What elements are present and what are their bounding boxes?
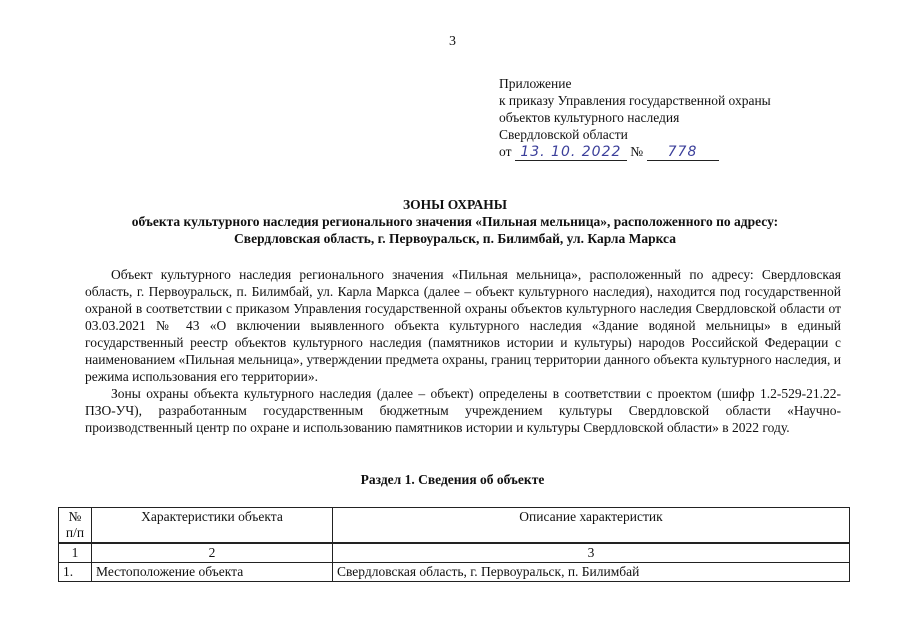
date-prefix: от	[499, 144, 512, 159]
body-text	[85, 266, 841, 436]
appendix-line: объектов культурного наследия	[499, 110, 680, 125]
title-line: Свердловская область, г. Первоуральск, п. Билимбай, ул. Карла Маркса	[234, 231, 676, 246]
handwritten-number: 778	[647, 145, 719, 161]
table-header-row	[59, 508, 850, 544]
row-characteristic-cell: Местоположение объекта	[92, 563, 333, 582]
title-line: ЗОНЫ ОХРАНЫ	[403, 197, 507, 212]
paragraph: Объект культурного наследия регионального значения «Пильная мельница», расположенный по адресу: Свердловская область, г. Первоуральск, п. Билимбай, ул. Карла Маркса (далее – объект культурного наследия), находится под государственной охраной в соответствии с приказом Управления государственной охраны объектов культурного наследия Свердловской области от 03.03.2021 № 43 «О включении выявленного объекта культурного наследия «Здание водяной мельницы» в единый государственный реестр объектов культурного наследия (памятников истории и культуры) народов Российской Федерации с наименованием «Пильная мельница», утверждении предмета охраны, границ территории данного объекта культурного наследия, и режима использования его территории».	[85, 267, 841, 384]
handwritten-date: 13. 10. 2022	[515, 145, 627, 161]
document-title	[60, 196, 850, 247]
section-title: Раздел 1. Сведения об объекте	[360, 472, 545, 487]
number-prefix: №	[630, 144, 644, 159]
title-line: объекта культурного наследия регионального значения «Пильная мельница», расположенного по адресу:	[131, 214, 779, 229]
appendix-line: к приказу Управления государственной охраны	[499, 93, 771, 108]
appendix-line: Свердловской области	[499, 127, 628, 142]
index-cell: 1	[59, 543, 92, 563]
object-info-table	[58, 507, 850, 582]
header-cell-description: Описание характеристик	[333, 508, 850, 544]
index-cell: 3	[333, 543, 850, 563]
page-number: 3	[449, 34, 456, 49]
paragraph: Зоны охраны объекта культурного наследия (далее – объект) определены в соответствии с проектом (шифр 1.2-529-21.22-ПЗО-УЧ), разработанным государственным бюджетным учреждением культуры Свердловской области «Научно-производственный центр по охране и использованию памятников истории и культуры Свердловской области» в 2022 году.	[85, 386, 841, 435]
row-description-cell: Свердловская область, г. Первоуральск, п. Билимбай	[333, 563, 850, 582]
header-cell-characteristics: Характеристики объекта	[92, 508, 333, 544]
table-index-row	[59, 543, 850, 563]
index-cell: 2	[92, 543, 333, 563]
header-cell-number: № п/п	[59, 508, 92, 544]
row-number-cell: 1.	[59, 563, 92, 582]
appendix-line: Приложение	[499, 76, 572, 91]
table-row	[59, 563, 850, 582]
appendix-block	[499, 75, 771, 161]
order-date-number-line	[499, 143, 771, 161]
